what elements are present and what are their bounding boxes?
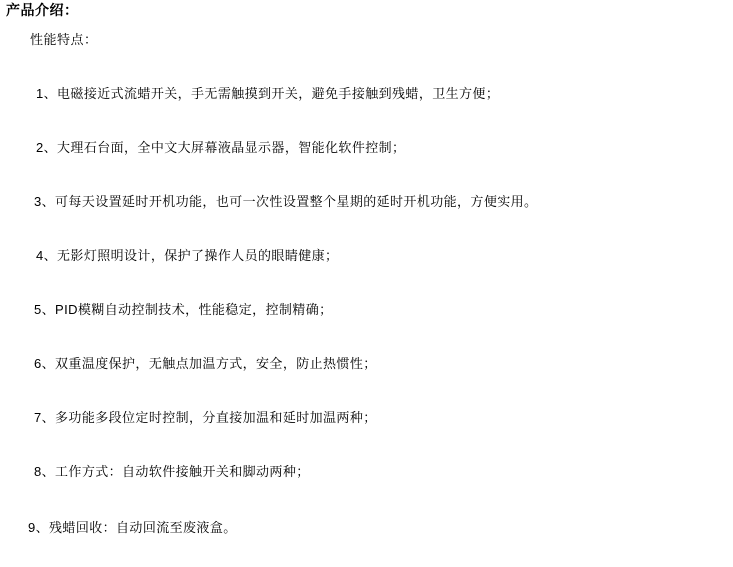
list-item: 2、大理石台面，全中文大屏幕液晶显示器，智能化软件控制； [36,140,406,155]
list-item: 5、PID模糊自动控制技术，性能稳定，控制精确； [34,302,333,317]
list-item: 1、电磁接近式流蜡开关，手无需触摸到开关，避免手接触到残蜡，卫生方便； [36,86,500,101]
feature-list [0,72,733,538]
list-item: 9、残蜡回收：自动回流至废液盒。 [28,520,237,535]
list-item: 6、双重温度保护，无触点加温方式，安全，防止热惯性； [34,356,377,371]
page-title: 产品介绍： [6,2,79,18]
list-item: 8、工作方式：自动软件接触开关和脚动两种； [34,464,310,479]
section-subtitle: 性能特点： [30,32,98,47]
list-item: 7、多功能多段位定时控制，分直接加温和延时加温两种； [34,410,377,425]
list-item: 3、可每天设置延时开机功能，也可一次性设置整个星期的延时开机功能，方便实用。 [34,194,538,209]
list-item: 4、无影灯照明设计，保护了操作人员的眼睛健康； [36,248,339,263]
